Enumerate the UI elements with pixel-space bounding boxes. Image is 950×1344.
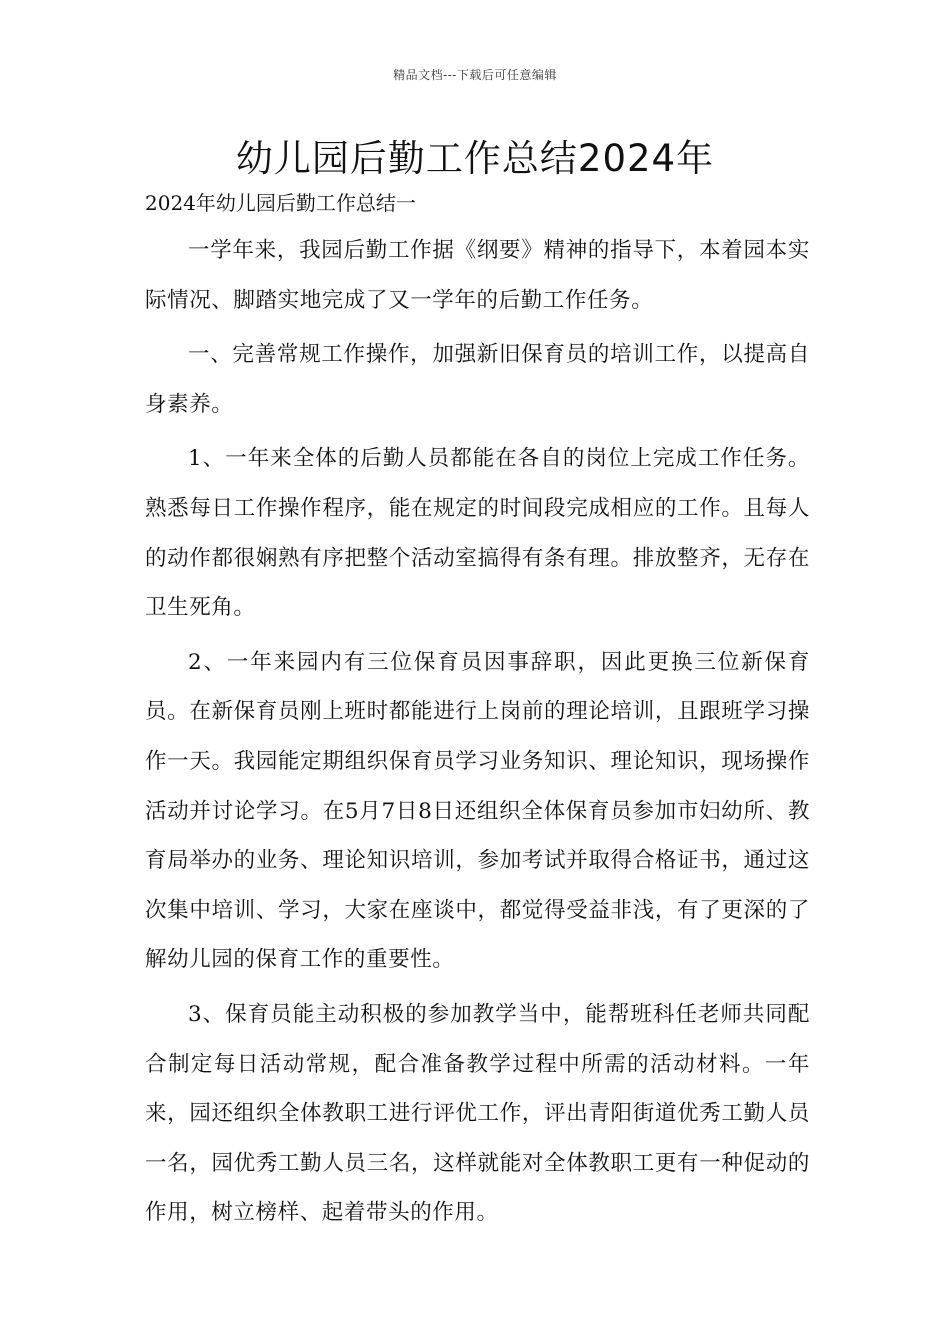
paragraph-intro: 一学年来，我园后勤工作据《纲要》精神的指导下，本着园本实际情况、脚踏实地完成了又一学年的后勤工作任务。 — [145, 238, 810, 313]
paragraph-item-3: 3、保育员能主动积极的参加教学当中，能帮班科任老师共同配合制定每日活动常规，配合准备教学过程中所需的活动材料。一年来，园还组织全体教职工进行评优工作，评出青阳街道优秀工勤人员一名，园优秀工勤人员三名，这样就能对全体教职工更有一种促动的作用，树立榜样、起着带头的作用。 — [145, 1001, 810, 1226]
document-subtitle: 2024年幼儿园后勤工作总结一 — [145, 191, 416, 215]
paragraph-item-1: 1、一年来全体的后勤人员都能在各自的岗位上完成工作任务。熟悉每日工作操作程序，能在规定的时间段完成相应的工作。且每人的动作都很娴熟有序把整个活动室搞得有条有理。排放整齐，无存在卫生死角。 — [145, 446, 810, 621]
document-title: 幼儿园后勤工作总结2024年 — [235, 137, 715, 180]
paragraph-item-2: 2、一年来园内有三位保育员因事辞职，因此更换三位新保育员。在新保育员刚上班时都能进行上岗前的理论培训，且跟班学习操作一天。我园能定期组织保育员学习业务知识、理论知识，现场操作活动并讨论学习。在5月7日8日还组织全体保育员参加市妇幼所、教育局举办的业务、理论知识培训，参加考试并取得合格证书，通过这次集中培训、学习，大家在座谈中，都觉得受益非浅，有了更深的了解幼儿园的保育工作的重要性。 — [145, 649, 810, 973]
document-body — [145, 226, 810, 1243]
paragraph-section-1: 一、完善常规工作操作，加强新旧保育员的培训工作，以提高自身素养。 — [145, 342, 810, 417]
header-note: 精品文档---下载后可任意编辑 — [393, 68, 557, 82]
